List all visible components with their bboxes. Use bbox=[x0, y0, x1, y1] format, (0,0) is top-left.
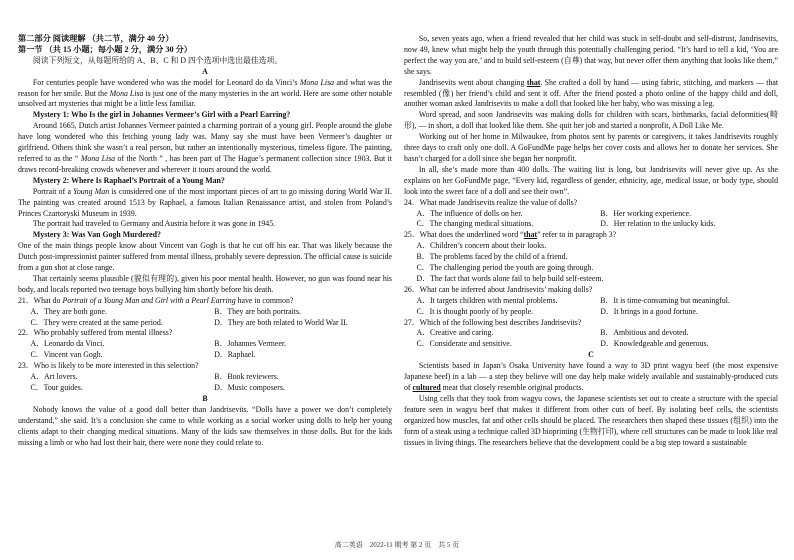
option: B．Book reviewers. bbox=[214, 372, 279, 382]
passage-c-paragraph-1 bbox=[404, 361, 778, 394]
question-26: 26．What can be inferred about Jandrisevits’ making dolls? bbox=[404, 284, 593, 294]
question-22-options bbox=[18, 339, 392, 361]
mystery-2-title: Mystery 2: Where Is Raphael’s Portrait of a Young Man? bbox=[32, 175, 225, 185]
text-run: and what was the reason for her smile. But the bbox=[18, 77, 393, 98]
option: A．The influence of dolls on her. bbox=[416, 208, 523, 218]
option: C．Considerate and sensitive. bbox=[416, 339, 512, 349]
text-run-italic: Portrait of a Young Man and Girl with a Pearl Earring bbox=[62, 295, 236, 305]
option: B．Her working experience. bbox=[600, 208, 692, 218]
right-column bbox=[404, 34, 778, 448]
passage-b-paragraph-5: Working out of her home in Milwaukee, from photos sent by parents or caregivers, it takes Jandrisevits roughly three days to craft only one doll. A GoFundMe page helps her cover costs and allows her to donate her services. She hasn’t charged for a doll since she began her nonprofit. bbox=[404, 132, 778, 163]
text-run: of the North ” , has been part of The Hague’s permanent collection since 1903. But it draws record-breaking crowds whenever and wherever it tours around the world. bbox=[18, 153, 392, 174]
mystery-3-paragraph-2: That certainly seems plausible (貌似有理的), given his poor mental health. However, no gun was found near his body, and locals reported two teenage boys bullying him shortly before his death. bbox=[18, 273, 392, 294]
text-run: ” refer to in paragraph 3? bbox=[537, 230, 617, 240]
instruction: 阅读下列短文，从每题所给的 A、B、C 和 D 四个选项中选出最佳选项。 bbox=[32, 55, 283, 65]
option: A．Children’s concern about their looks. bbox=[416, 241, 547, 251]
passage-c-paragraph-2: Using cells that they took from wagyu cows, the Japanese scientists set out to create a structure with the special feature seen in wagyu beef that makes it different from other cuts of beef. By isolating beef cells, the scientists organized how muscles, fat and other cells should be placed. The researchers then shaped these tissues (组织) into the form of a steak using a technique called 3D bioprinting (生物打印), where cell structures can be made to look like real tissues in living things. The researchers believe that the development could be a big step toward a sustainable bbox=[404, 393, 778, 447]
question-21 bbox=[18, 296, 392, 307]
text-run: is just one of the many mysteries in the art world. Here are some other notable unsolved art mysteries that might be a little less familiar. bbox=[18, 88, 392, 109]
question-22: 22．Who probably suffered from mental illness? bbox=[18, 328, 173, 338]
text-run: Around 1665, Dutch artist Johannes Vermeer painted a charming portrait of a young girl. People around the globe have long wondered who this fetching young lady was. Many say she must have been Vermeer’s daughter or girlfriend. Others think she wasn’t a real person, but rather an intentionally mysterious, timeless figure. The painting, referred to as the “ bbox=[18, 121, 392, 163]
passage-a-paragraph bbox=[18, 78, 392, 111]
text-run: have in common? bbox=[235, 295, 294, 305]
mystery-3-title: Mystery 3: Was Van Gogh Murdered? bbox=[32, 230, 161, 240]
option: C．The challenging period the youth are going through. bbox=[416, 263, 594, 273]
option: D．It brings in a good fortune. bbox=[600, 306, 698, 316]
question-23: 23．Who is likely to be more interested in this selection? bbox=[18, 361, 199, 371]
question-26-options bbox=[404, 296, 778, 318]
text-run: For centuries people have wondered who was the model for Leonard do da Vinci’s bbox=[32, 77, 300, 87]
option: A．Leonardo da Vinci. bbox=[30, 339, 105, 349]
subsection-title: 第一节 （共 15 小题；每小题 2 分，满分 30 分） bbox=[18, 44, 192, 54]
passage-b-paragraph-3 bbox=[404, 78, 778, 111]
option: C．Vincent van Gogh. bbox=[30, 350, 103, 360]
passage-b-paragraph-6: In all, she’s made more than 400 dolls. The waiting list is long, but Jandrisevits will never give up. As she explains on her GoFundMe page, “Every kid, regardless of gender, ethnicity, age, medical issue, or body type, should look into the sweet face of a doll and see their own”. bbox=[404, 164, 778, 196]
option: B．They are both portraits. bbox=[214, 306, 301, 316]
option: A．Art lovers. bbox=[30, 372, 78, 382]
option: D．They are both related to World War II. bbox=[214, 317, 348, 327]
question-27-options bbox=[404, 328, 778, 350]
option: B．It is time-consuming but meaningful. bbox=[600, 295, 730, 305]
option: D．Her relation to the unlucky kids. bbox=[600, 219, 716, 229]
left-column bbox=[18, 34, 392, 448]
option: C．The changing medical situations. bbox=[416, 219, 534, 229]
mystery-2-paragraph-1 bbox=[18, 187, 392, 220]
text-run-italic: Mona Lisa bbox=[78, 153, 116, 163]
text-run-italic: Young Man bbox=[73, 186, 110, 196]
text-run: Portrait of a bbox=[32, 186, 74, 196]
underlined-word: cultured bbox=[412, 383, 441, 392]
option: C．Tour guides. bbox=[30, 383, 83, 392]
option: C．It is thought poorly of by people. bbox=[416, 306, 534, 316]
text-run: Scientists based in Japan’s Osaka University have found a way to 3D print wagyu beef (the most expensive Japanese beef) in a lab — a step they believe will one day help make widely available and sustainably-produced cuts of bbox=[404, 361, 778, 392]
text-run: 25．What does the underlined word “ bbox=[404, 230, 524, 240]
question-23-options bbox=[18, 372, 392, 394]
page-footer: 高二英语 2022-11 期考 第 2 页 共 5 页 bbox=[334, 541, 460, 549]
mystery-1-title: Mystery 1: Who Is the girl in Johannes Vermeer’s Girl with a Pearl Earring? bbox=[32, 110, 291, 120]
passage-b-label: B bbox=[202, 393, 208, 403]
mystery-3-paragraph-1: One of the main things people know about Vincent van Gogh is that he cut off his ear. That was likely because the Dutch post-impressionist painter suffered from mental illness, probably severe depression. The official cause is suicide from a gun shot at close range. bbox=[18, 241, 392, 273]
option: B．The problems faced by the child of a friend. bbox=[416, 252, 568, 262]
question-24: 24．What made Jandrisevits realize the value of dolls? bbox=[404, 197, 578, 207]
option: D．Knowledgeable and generous. bbox=[600, 339, 709, 349]
text-run: Jandrisevits went about changing bbox=[418, 77, 527, 87]
text-run: 21．What do bbox=[18, 295, 63, 305]
option: C．They were created at the same period. bbox=[30, 317, 163, 327]
text-run: meat that closely resemble original products. bbox=[440, 383, 584, 392]
option: D．The fact that words alone fail to help build self-esteem. bbox=[416, 273, 604, 283]
text-run: . She crafted a doll by hand — using fabric, stitching, and markers — that resembled (像) her friend’s child and sent it off. After the friend posted a photo online of the happy child and doll, another woman asked Jandrisevits to make a doll that looked like her baby, who was missing a leg. bbox=[404, 77, 779, 109]
option: D．Music composers. bbox=[214, 383, 285, 392]
question-24-options bbox=[404, 209, 778, 231]
mystery-1-paragraph bbox=[18, 121, 392, 176]
text-run-italic: Mona Lisa bbox=[299, 77, 335, 87]
option: B．Ambitious and devoted. bbox=[600, 328, 689, 338]
question-27: 27．Which of the following best describes Jandrisevits? bbox=[404, 317, 582, 327]
section-title: 第二部分 阅读理解 （共二节，满分 40 分） bbox=[18, 34, 174, 43]
text-run-italic: Mona Lisa bbox=[109, 88, 144, 98]
mystery-2-paragraph-2: The portrait had traveled to Germany and Austria before it was gone in 1945. bbox=[32, 219, 276, 229]
option: D．Raphael. bbox=[214, 350, 256, 360]
option: A．They are both gone. bbox=[30, 306, 107, 316]
underlined-word: that bbox=[526, 77, 541, 87]
passage-a-label: A bbox=[202, 66, 208, 76]
option: A．Creative and caring. bbox=[416, 328, 494, 338]
option: B．Johannes Vermeer. bbox=[214, 339, 287, 349]
passage-c-label: C bbox=[588, 350, 594, 360]
question-25-options bbox=[404, 241, 778, 285]
passage-b-paragraph-2: So, seven years ago, when a friend revealed that her child was stuck in self-doubt and self-distrust, Jandrisevits, now 49, knew what might help the youth through this potentially challenging period. “It’s hard to tell a kid, ‘You are perfect the way you are,’ and to build self-esteem (自尊) that way, but never offer them anything that looks like them,” she says. bbox=[404, 34, 778, 76]
underlined-word: that bbox=[523, 230, 538, 240]
passage-b-paragraph-4: Word spread, and soon Jandrisevits was making dolls for children with scars, birthmarks, facial deformities(畸形), — in short, a doll that looked like them. She quit her job and started a nonprofit, A Doll Like Me. bbox=[404, 110, 778, 131]
question-21-options bbox=[18, 307, 392, 329]
option: A．It targets children with mental problems. bbox=[416, 295, 558, 305]
text-run: is considered one of the most important pieces of art to go missing during World War II. The painting was created around 1513 by Raphael, a famous Italian Renaissance artist, and stolen from Poland’s Princes Czartoryski Museum in 1939. bbox=[18, 186, 392, 218]
passage-b-paragraph-1: Nobody knows the value of a good doll better than Jandrisevits. “Dolls have a power we don’t completely understand,” she said. It’s a conclusion she came to while working as a social worker using dolls to help her young clients adapt to their changing medical situations. Many of the kids saw themselves in those dolls. But for the kids missing a limb or who had lost their hair, there were none they could relate to. bbox=[18, 404, 392, 447]
question-25 bbox=[404, 230, 778, 241]
